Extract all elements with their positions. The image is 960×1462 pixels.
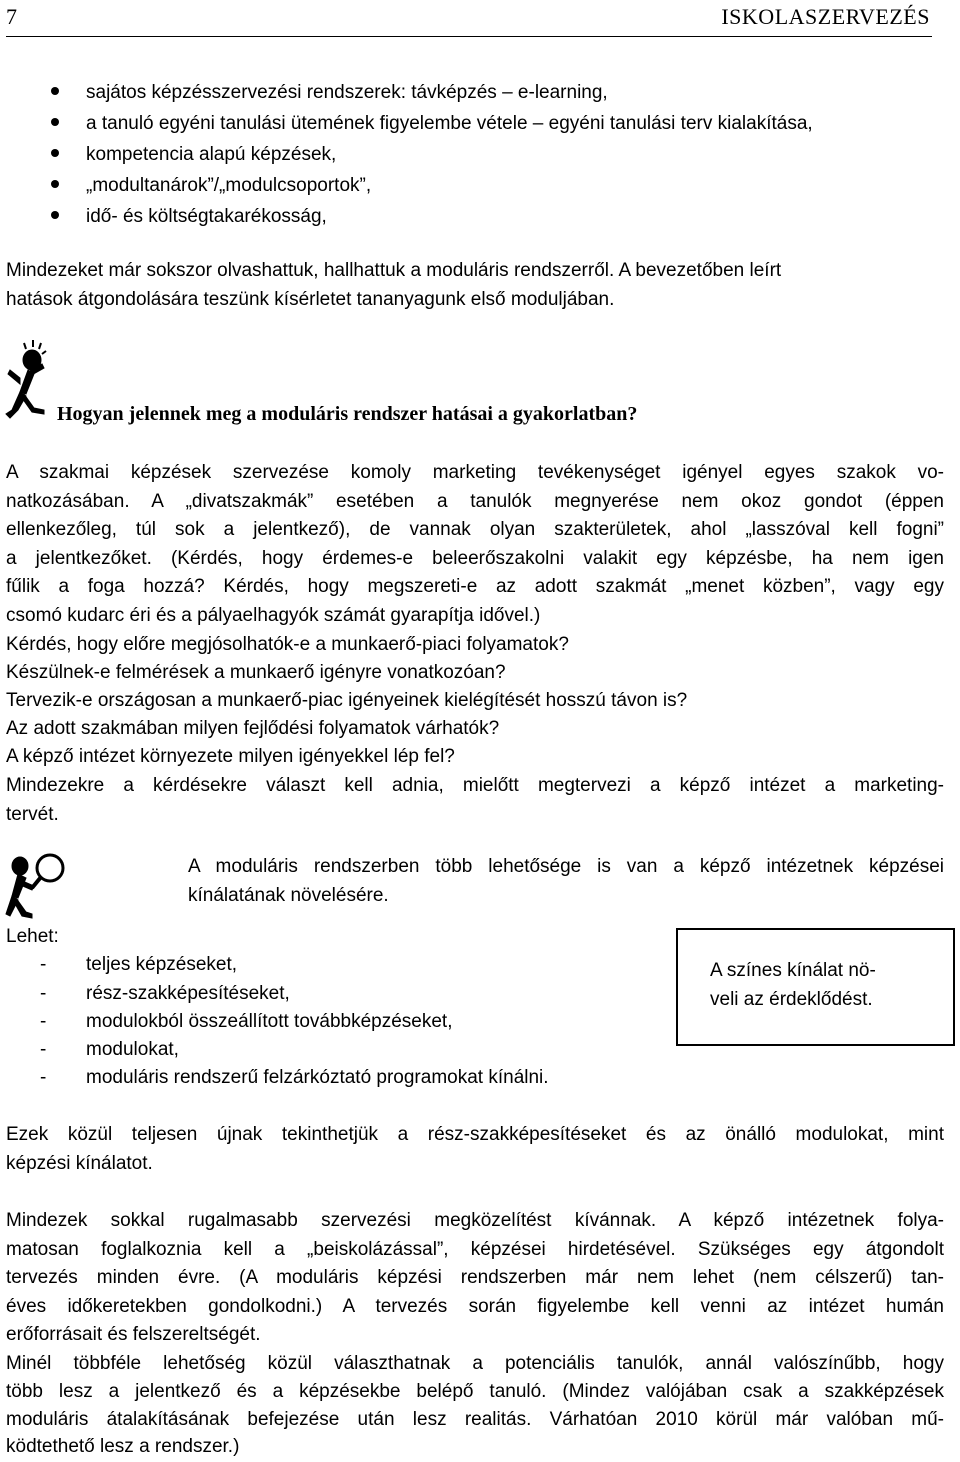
list-item: teljes képzéseket, (86, 954, 238, 975)
question-line: A képző intézet környezete milyen igényekkel lép fel? (6, 746, 455, 767)
dash-marker: - (40, 954, 47, 975)
question-line: Tervezik-e országosan a munkaerő-piac igényeinek kielégítését hosszú távon is? (6, 690, 688, 711)
bullet-marker (51, 87, 59, 95)
paragraph-line: a jelentkezőket. (Kérdés, hogy érdemes-e beleerőszakolni valakit egy képzésbe, ha nem igen (6, 548, 944, 569)
paragraph-line: tervezés minden évre. (A moduláris képzési rendszerben már nem lehet (nem célszerű) tan- (6, 1267, 944, 1288)
paragraph-line: ködtethető lesz a rendszer.) (6, 1436, 240, 1457)
list-item: modulokból összeállított továbbképzéseket, (86, 1011, 453, 1032)
section-question: Hogyan jelennek meg a moduláris rendszer hatásai a gyakorlatban? (57, 403, 638, 425)
paragraph-line: Mindezek sokkal rugalmasabb szervezési megközelítést kívánnak. A képző intézetnek folya- (6, 1210, 944, 1231)
list-item: moduláris rendszerű felzárkóztató programokat kínálni. (86, 1067, 549, 1088)
paragraph-line: csomó kudarc éri és a pályaelhagyók számát gyarapítja idővel.) (6, 605, 541, 626)
magnifier-figure-icon (4, 852, 68, 922)
header-rule (6, 36, 932, 37)
paragraph-line: moduláris átalakításának befejezése után lesz realitás. Várhatóan 2010 körül már valóban mű- (6, 1409, 944, 1430)
list-item: modulokat, (86, 1039, 179, 1060)
question-line: Kérdés, hogy előre megjósolhatók-e a munkaerő-piaci folyamatok? (6, 634, 569, 655)
callout-box (676, 928, 955, 1046)
list-label: Lehet: (6, 926, 59, 947)
dash-marker: - (40, 1011, 47, 1032)
dash-marker: - (40, 983, 47, 1004)
bullet-marker (51, 149, 59, 157)
paragraph-line: matosan foglalkoznia kell a „beiskolázással”, képzései hirdetésével. Szükséges egy átgondolt (6, 1239, 944, 1260)
bullet-item: „modultanárok”/„modulcsoportok”, (86, 175, 372, 196)
paragraph-line: több lesz a jelentkező és a képzésekbe belépő tanuló. (Mindez valójában csak a szakképzések (6, 1381, 944, 1402)
paragraph-line: tervét. (6, 804, 59, 825)
paragraph-line: éves időkeretekben gondolkodni.) A tervezés során figyelembe kell venni az intézet humán (6, 1296, 944, 1317)
callout-text: A színes kínálat nö- (710, 960, 876, 981)
bullet-item: kompetencia alapú képzések, (86, 144, 337, 165)
bullet-marker (51, 211, 59, 219)
page-number: 7 (6, 4, 17, 29)
bullet-item: idő- és költségtakarékosság, (86, 206, 327, 227)
bullet-item: sajátos képzésszervezési rendszerek: távképzés – e-learning, (86, 82, 608, 103)
bullet-item: a tanuló egyéni tanulási ütemének figyelembe vétele – egyéni tanulási terv kialakítása, (86, 113, 813, 134)
paragraph-line: A moduláris rendszerben több lehetősége is van a képző intézetnek képzései (188, 856, 944, 877)
paragraph-line: Mindezekre a kérdésekre választ kell adnia, mielőtt megtervezi a képző intézet a marketing- (6, 775, 944, 796)
dash-marker: - (40, 1039, 47, 1060)
question-line: Az adott szakmában milyen fejlődési folyamatok várhatók? (6, 718, 500, 739)
paragraph-line: Ezek közül teljesen újnak tekinthetjük a rész-szakképesítéseket és az önálló modulokat, mint (6, 1124, 944, 1145)
intro-line: hatások átgondolására teszünk kísérletet tananyagunk első moduljában. (6, 289, 615, 310)
paragraph-line: Minél többféle lehetőség közül választhatnak a potenciális tanulók, annál valószínűbb, hogy (6, 1353, 944, 1374)
paragraph-line: képzési kínálatot. (6, 1153, 153, 1174)
paragraph-line: fűlik a foga hozzá? Kérdés, hogy megszereti-e az adott szakmát „menet közben”, vagy egy (6, 576, 944, 597)
callout-text: veli az érdeklődést. (710, 989, 873, 1010)
paragraph-line: kínálatának növelésére. (188, 885, 389, 906)
intro-line: Mindezeket már sokszor olvashattuk, hallhattuk a moduláris rendszerről. A bevezetőben leírt (6, 260, 782, 281)
running-header-title: ISKOLASZERVEZÉS (721, 4, 930, 29)
paragraph-line: A szakmai képzések szervezése komoly marketing tevékenységet igényel egyes szakok vo- (6, 462, 944, 483)
thinking-figure-icon (4, 340, 52, 422)
dash-marker: - (40, 1067, 47, 1088)
bullet-marker (51, 180, 59, 188)
paragraph-line: ellenkezőleg, túl sok a jelentkező), de vannak olyan szakterületek, ahol „lasszóval kell fogni” (6, 519, 944, 540)
paragraph-line: natkozásában. A „divatszakmák” esetében a tanulók megnyerése nem okoz gondot (éppen (6, 491, 944, 512)
question-line: Készülnek-e felmérések a munkaerő igényre vonatkozóan? (6, 662, 506, 683)
list-item: rész-szakképesítéseket, (86, 983, 290, 1004)
paragraph-line: erőforrásait és felszereltségét. (6, 1324, 261, 1345)
bullet-marker (51, 118, 59, 126)
